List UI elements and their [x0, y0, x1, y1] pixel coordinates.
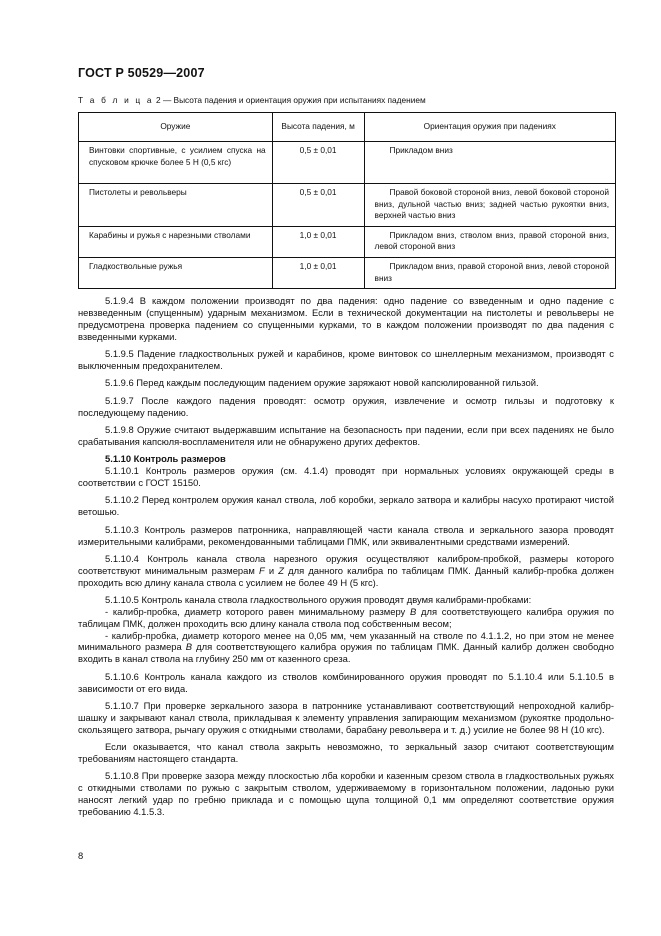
cell-height: 0,5 ± 0,01 — [272, 142, 364, 184]
table-row — [79, 184, 616, 227]
paragraph-5-1-10-7: 5.1.10.7 При проверке зеркального зазора в патроннике устанавливают соответствующий непроходной калибр-шашку и закрывают канал ствола, прикладывая к элементу управления запирающим механизмом (рукоятке продольно-скользящего затвора, рычагу оружия с откидными стволами, барабану револьвера и т. д.) усилие не более 98 Н (10 кгс). — [78, 700, 614, 735]
cell-height: 0,5 ± 0,01 — [272, 184, 364, 227]
list-item-2-part-1: - калибр-пробка, диаметр которого менее на 0,05 мм, чем указанный на стволе по 4.1.1.2, но при этом не менее минимального размера — [78, 629, 614, 653]
list-item-1-part-1: - калибр-пробка, диаметр которого равен минимальному размеру — [105, 605, 410, 617]
cell-orientation-text: Прикладом вниз, правой стороной вниз, левой стороной вниз — [374, 260, 609, 283]
cell-orientation-text: Правой боковой стороной вниз, левой боковой стороной вниз, дульной частью вниз; задней частью рукоятки вниз, верхней частью вниз — [374, 187, 609, 221]
paragraph-note: Если оказывается, что канал ствола закрыть невозможно, то зеркальный зазор считают соответствующим требованиям настоящего стандарта. — [78, 741, 614, 764]
paragraph-5-1-10-8: 5.1.10.8 При проверке зазора между плоскостью лба коробки и казенным срезом ствола в гладкоствольных ружьях с откидными стволами по ружью с закрытым стволом, удерживаемому в горизонтальном положении, ладонью руки наносят легкий удар по гребню приклада и с помощью щупа толщиной 0,1 мм определяют соответствие оружия требованию 4.1.5.3. — [78, 770, 614, 817]
paragraph-5-1-10-4-part-2: для данного калибра по таблицам ПМК. Данный калибр-пробка должен проходить всю длину канала ствола с усилием не более 49 Н (5 кгс). — [78, 564, 614, 588]
paragraph-5-1-10-3: 5.1.10.3 Контроль размеров патронника, направляющей части канала ствола и зеркального зазора проводят измерительными калибрами, рекомендованными таблицами ПМК, или эквивалентными средствами измерений. — [78, 523, 614, 547]
paragraph-5-1-10-2: 5.1.10.2 Перед контролем оружия канал ствола, лоб коробки, зеркало затвора и калибры насухо протирают чистой ветошью. — [78, 494, 614, 518]
paragraph-5-1-9-4: 5.1.9.4 В каждом положении производят по два падения: одно падение со взведенным и одно падение с невзведенным (спущенным) ударным механизмом. Если в технической документации на пистолеты и револьверы не предусмотрена проверка падением со спущенными курками, то в каждом положении производят по два падения с взведенными курками. — [78, 295, 614, 342]
cell-orientation-text: Прикладом вниз, стволом вниз, правой стороной вниз, левой стороной вниз — [374, 229, 609, 252]
column-header-height: Высота падения, м — [272, 113, 364, 142]
paragraph-5-1-10-4 — [78, 553, 614, 589]
table-row — [79, 257, 616, 288]
table-header-row — [79, 113, 616, 142]
table-caption-label: Т а б л и ц а — [78, 95, 154, 105]
symbol-f: F — [258, 564, 265, 576]
drop-test-table — [78, 112, 616, 289]
symbol-b: B — [185, 641, 193, 653]
section-heading-5-1-10: 5.1.10 Контроль размеров — [105, 453, 226, 465]
symbol-b: B — [410, 605, 417, 617]
paragraph-5-1-10-4-and: и — [264, 564, 279, 576]
cell-weapon: Гладкоствольные ружья — [79, 257, 273, 288]
cell-weapon: Пистолеты и револьверы — [79, 184, 273, 227]
paragraph-5-1-9-6: 5.1.9.6 Перед каждым последующим падением оружие заряжают новой капсюлированной гильзой. — [105, 377, 539, 389]
symbol-z: Z — [278, 564, 284, 576]
paragraph-5-1-10-5: 5.1.10.5 Контроль канала ствола гладкоствольного оружия проводят двумя калибрами-пробками: — [105, 594, 532, 606]
column-header-orientation: Ориентация оружия при падениях — [364, 113, 615, 142]
paragraph-5-1-9-8: 5.1.9.8 Оружие считают выдержавшим испытание на безопасность при падении, если при всех падениях не было срабатывания капсюля-воспламенителя или не обнаружено других дефектов. — [78, 423, 614, 447]
paragraph-5-1-10-1: 5.1.10.1 Контроль размеров оружия (см. 4.1.4) проводят при нормальных условиях окружающей среды в соответствии с ГОСТ 15150. — [78, 465, 614, 488]
table-caption-text: 2 — Высота падения и ориентация оружия при испытаниях падением — [153, 95, 426, 105]
table-row — [79, 226, 616, 257]
cell-height: 1,0 ± 0,01 — [272, 226, 364, 257]
table-row — [79, 142, 616, 184]
paragraph-5-1-10-6: 5.1.10.6 Контроль канала каждого из стволов комбинированного оружия проводят по 5.1.10.4 или 5.1.10.5 в зависимости от его вида. — [78, 670, 614, 694]
table-caption — [78, 95, 426, 105]
body-text — [78, 295, 614, 823]
cell-height: 1,0 ± 0,01 — [272, 257, 364, 288]
paragraph-5-1-9-7: 5.1.9.7 После каждого падения проводят: осмотр оружия, извлечение и осмотр гильзы и подготовку к последующему падению. — [78, 394, 614, 418]
cell-orientation — [364, 226, 615, 257]
cell-orientation — [364, 142, 615, 184]
cell-weapon: Винтовки спортивные, с усилием спуска на спусковом крючке более 5 Н (0,5 кгс) — [79, 142, 273, 184]
paragraph-5-1-9-5: 5.1.9.5 Падение гладкоствольных ружей и карабинов, кроме винтовок со шнеллерным механизмом, производят с выключенным предохранителем. — [78, 347, 614, 371]
list-item-1-part-2: для соответствующего калибра оружия по таблицам ПМК, должен проходить всю длину канала ствола под собственным весом; — [78, 605, 614, 629]
list-item-2-part-2: для соответствующего калибра оружия по таблицам ПМК. Данный калибр должен свободно входить в канал ствола на глубину 250 мм от казенного среза. — [78, 641, 614, 665]
cell-orientation — [364, 184, 615, 227]
cell-orientation-text: Прикладом вниз — [389, 145, 453, 155]
cell-weapon: Карабины и ружья с нарезными стволами — [79, 226, 273, 257]
standard-header: ГОСТ Р 50529—2007 — [78, 66, 205, 80]
cell-orientation — [364, 257, 615, 288]
column-header-weapon: Оружие — [79, 113, 273, 142]
list-item — [78, 630, 614, 666]
paragraph-5-1-10-4-part-1: 5.1.10.4 Контроль канала ствола нарезного оружия осуществляют калибром-пробкой, размеры которого соответствуют минимальным размерам — [78, 552, 614, 576]
list-item — [78, 606, 614, 630]
page-number: 8 — [78, 850, 84, 861]
